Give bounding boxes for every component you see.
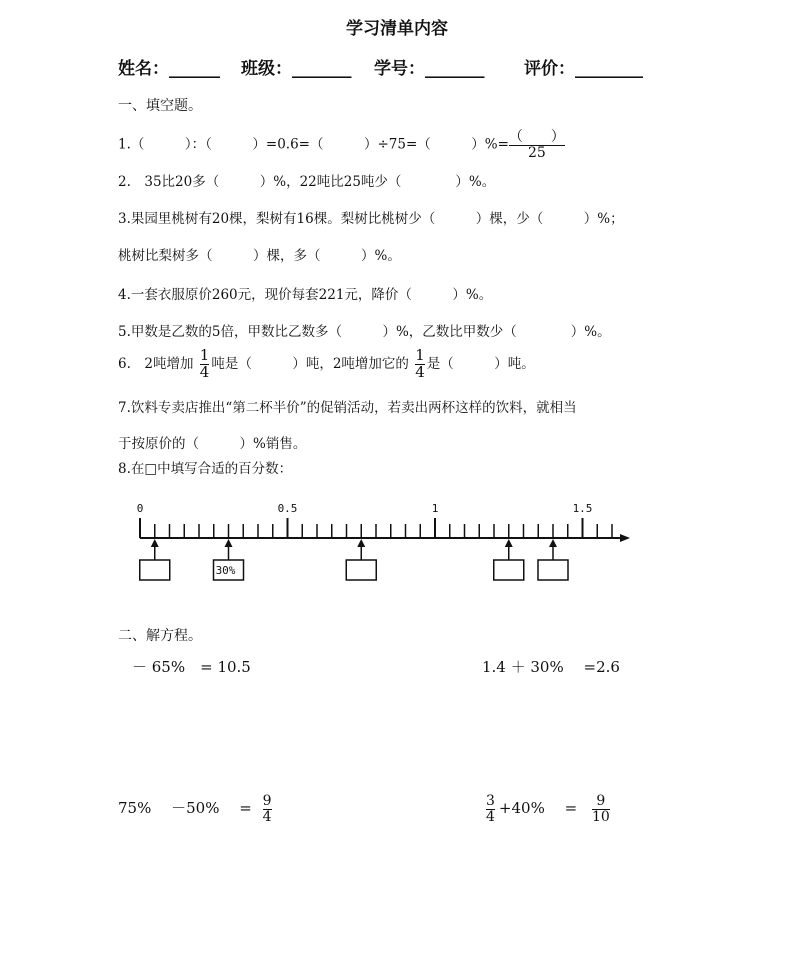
question-1-text: 1.（ ）：（ ）=0.6=（ ）÷75=（ ）%= (118, 136, 509, 153)
question-3-line-1: 3.果园里桃树有20棵，梨树有16棵。梨树比桃树少（ ）棵，少（ ）%； (118, 211, 624, 227)
number-line-label: 0 (136, 502, 144, 515)
number-line-pointer-head (151, 539, 159, 547)
fraction-denominator: 10 (591, 808, 610, 825)
equation-1: － 65% = 10.5 (132, 658, 251, 676)
question-6-fraction-2 (415, 348, 425, 381)
fraction-numerator: 1 (199, 346, 210, 364)
name-field: 姓名：______ (118, 59, 220, 79)
question-6-fraction-1 (200, 348, 210, 381)
fraction-denominator: 4 (199, 362, 210, 381)
question-1 (118, 130, 565, 160)
answer-box (494, 560, 524, 580)
fraction-denominator: 25 (509, 145, 565, 161)
answer-box (538, 560, 568, 580)
question-6 (118, 348, 535, 381)
question-6-text-c: 是（ ）吨。 (426, 355, 535, 372)
question-7-line-1: 7.饮料专卖店推出“第二杯半价”的促销活动，若卖出两杯这样的饮料，就相当 (118, 400, 577, 416)
equation-3-text: 75% －50% = (118, 799, 252, 818)
question-3-line-2: 桃树比梨树多（ ）棵，多（ ）%。 (118, 248, 401, 264)
equation-4-fraction-a (486, 794, 495, 824)
number-line-pointer-head (549, 539, 557, 547)
question-5: 5.甲数是乙数的5倍，甲数比乙数多（ ）%，乙数比甲数少（ ）%。 (118, 324, 611, 340)
fraction-denominator: 4 (262, 808, 272, 825)
student-number-field: 学号：_______ (374, 59, 485, 79)
number-line-pointer-head (357, 539, 365, 547)
section1-heading: 一、填空题。 (118, 98, 202, 114)
number-line-label: 1 (431, 502, 439, 515)
number-line-pointer-head (505, 539, 513, 547)
class-field: 班级：_______ (241, 59, 352, 79)
fraction-numerator: （ ） (508, 129, 565, 145)
fraction-numerator: 9 (596, 793, 606, 809)
question-2: 2. 35比20多（ ）%，22吨比25吨少（ ）%。 (118, 174, 496, 190)
fraction-denominator: 4 (486, 808, 495, 825)
evaluation-field: 评价：________ (524, 59, 643, 79)
number-line-svg (0, 490, 794, 590)
question-8: 8.在□中填写合适的百分数： (118, 461, 293, 477)
section2-heading: 二、解方程。 (118, 628, 202, 644)
equation-4-fraction-b (592, 794, 610, 824)
number-line (0, 490, 794, 590)
equation-2: 1.4 ＋ 30% =2.6 (482, 658, 620, 676)
question-6-text-b: 吨是（ ）吨，2吨增加它的 (211, 355, 409, 372)
fraction-numerator: 3 (486, 793, 495, 809)
fraction-numerator: 9 (262, 793, 272, 809)
number-line-arrowhead (620, 534, 630, 542)
fraction-denominator: 4 (415, 362, 425, 381)
question-1-fraction (509, 130, 565, 160)
number-line-label: 0.5 (277, 502, 298, 515)
answer-box-value: 30% (215, 564, 236, 577)
number-line-pointer-head (225, 539, 233, 547)
page-title: 学习清单内容 (346, 19, 448, 39)
question-6-text-a: 6. 2吨增加 (118, 355, 194, 372)
number-line-label: 1.5 (572, 502, 593, 515)
equation-3-fraction (263, 794, 272, 824)
equation-4-text: +40% = (498, 799, 578, 818)
question-4: 4.一套衣服原价260元，现价每套221元，降价（ ）%。 (118, 287, 493, 303)
fraction-numerator: 1 (415, 346, 425, 364)
answer-box (346, 560, 376, 580)
equation-3 (118, 794, 272, 824)
answer-box (140, 560, 170, 580)
equation-4 (486, 794, 610, 824)
question-7-line-2: 于按原价的（ ）%销售。 (118, 436, 307, 452)
